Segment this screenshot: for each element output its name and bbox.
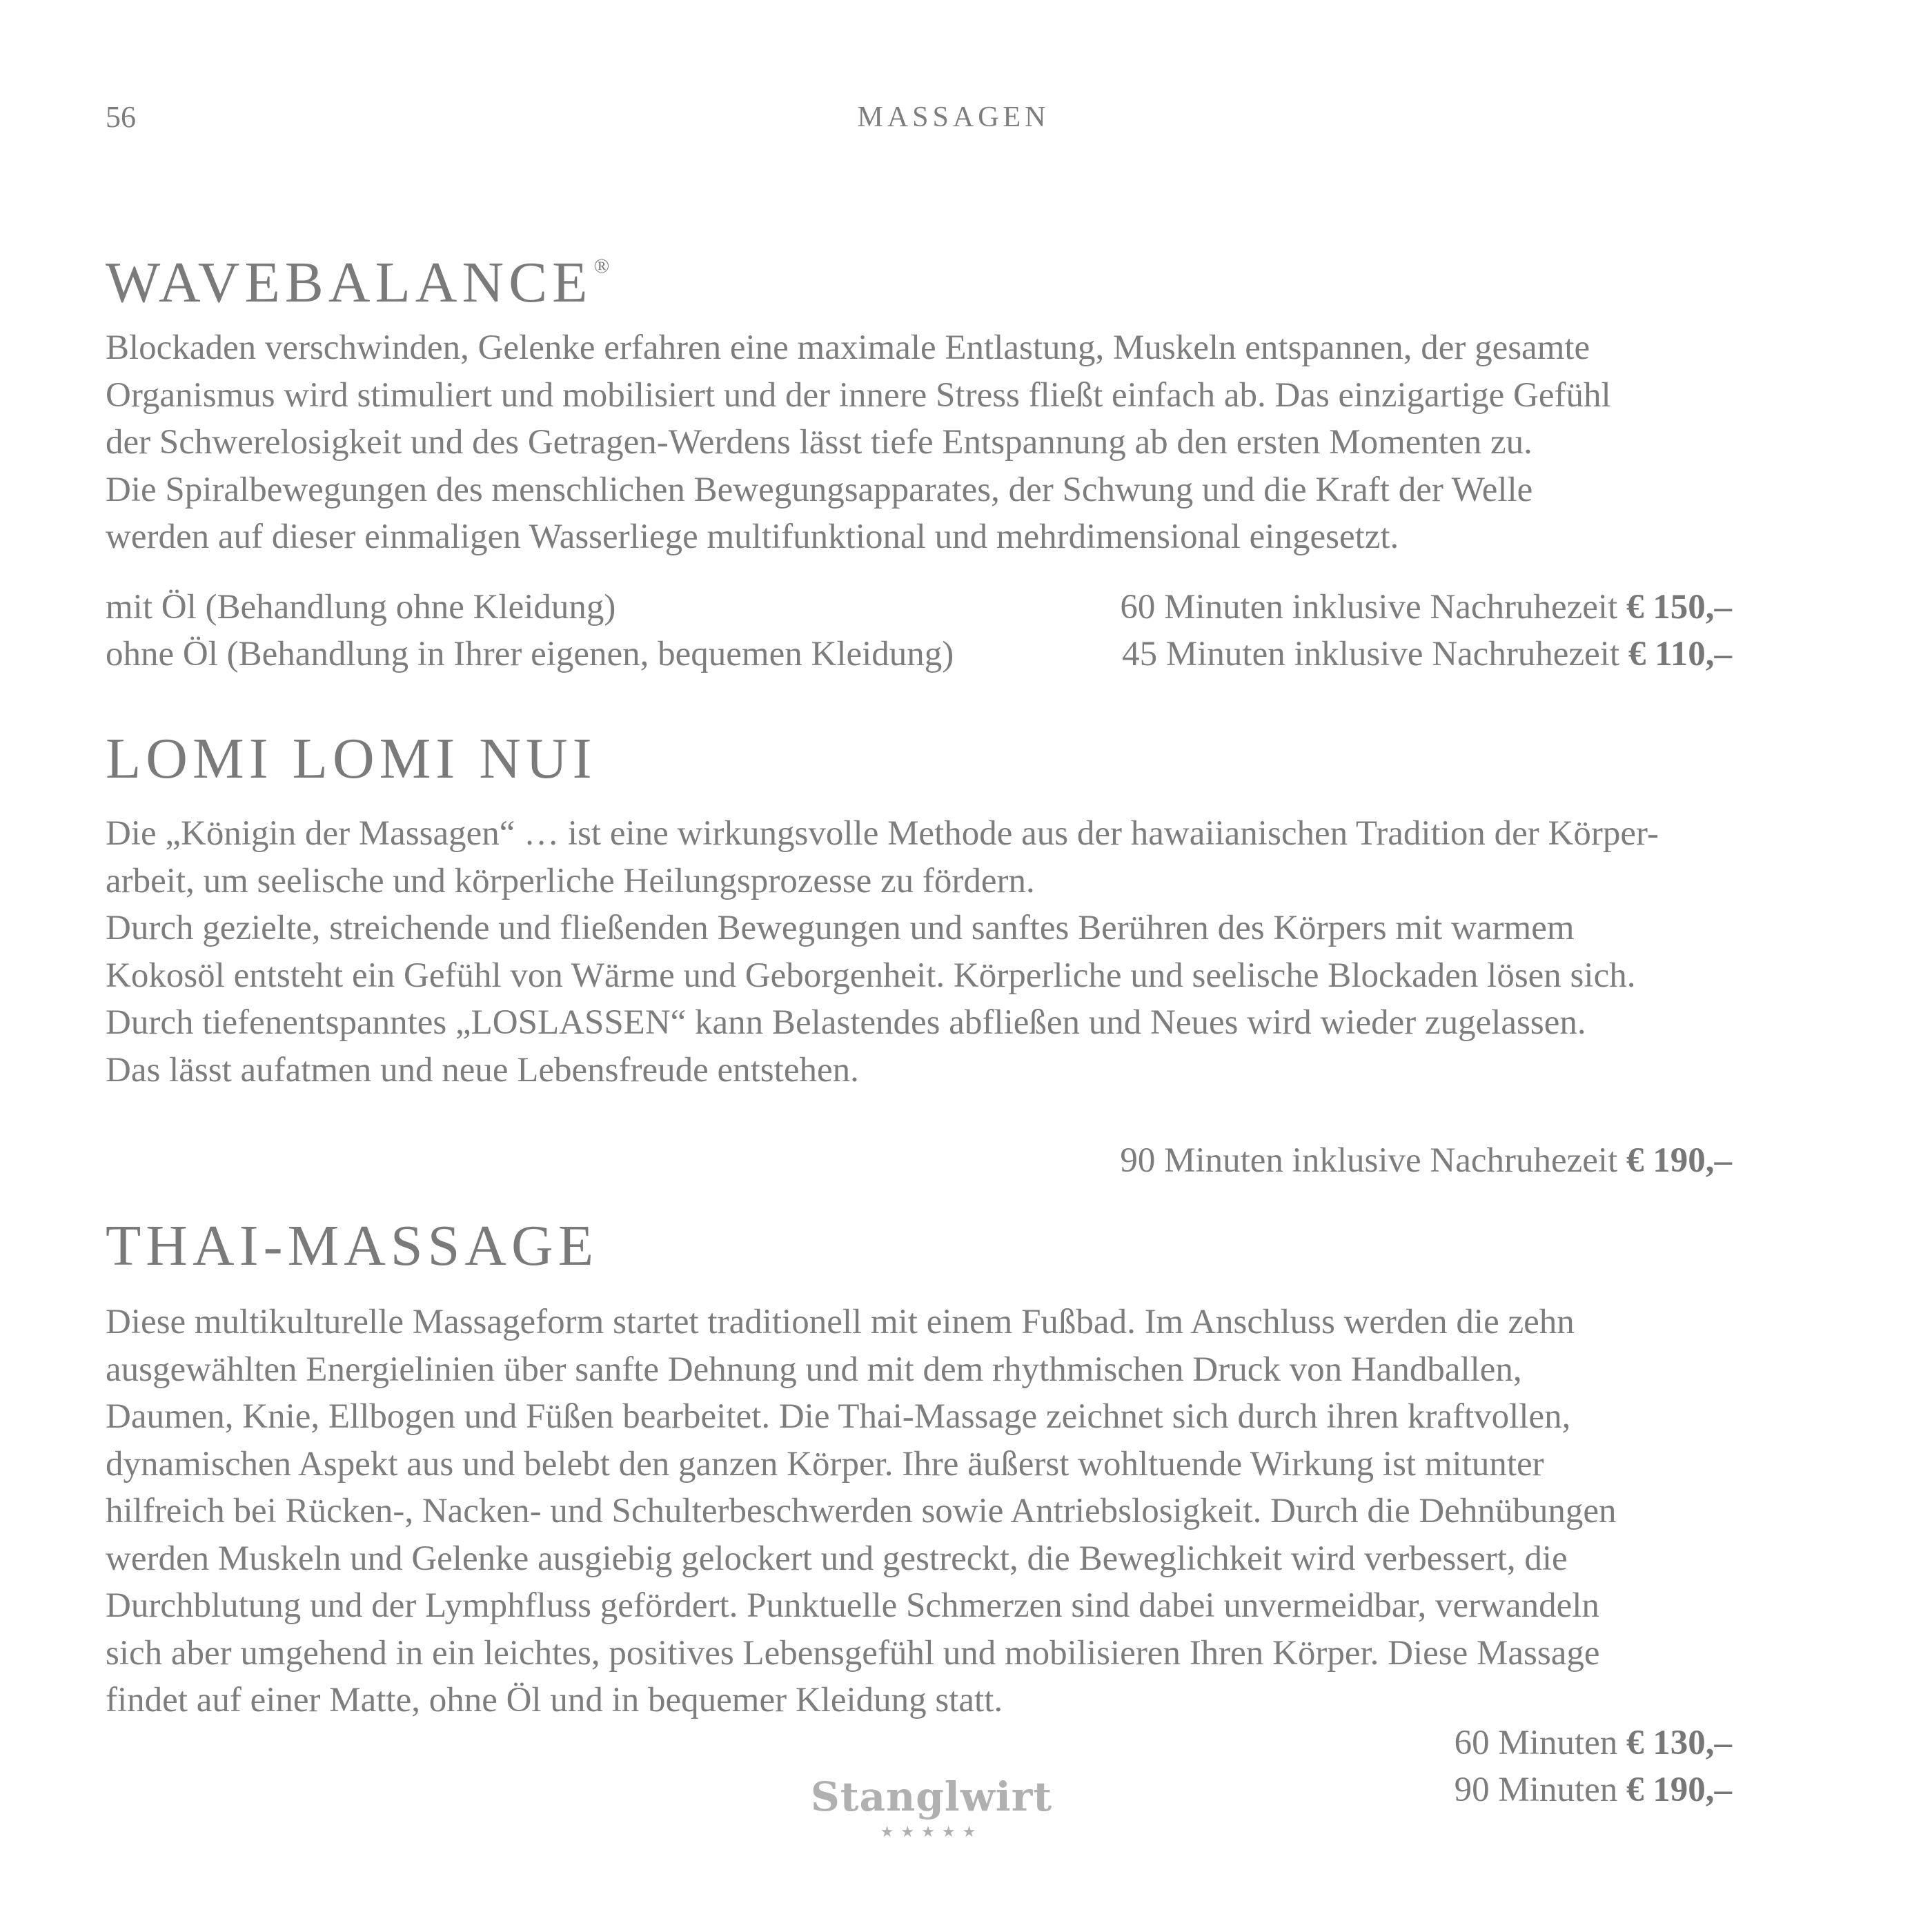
price-duration: 60 Minuten (1454, 1724, 1618, 1762)
price-duration: 90 Minuten inklusive Nachruhezeit (1120, 1141, 1618, 1180)
text-line: sich aber umgehend in ein leichtes, positives Lebensgefühl und mobilisieren Ihren Körper. Diese Massage (106, 1633, 1600, 1673)
text-line: Durchblutung und der Lymphfluss gefördert. Punktuelle Schmerzen sind dabei unvermeidbar, verwandeln (106, 1586, 1599, 1625)
text-line: Durch gezielte, streichende und fließenden Bewegungen und sanftes Berühren des Körpers mit warmem (106, 909, 1575, 947)
section-title: LOMI LOMI NUI (106, 727, 597, 791)
text-line: Blockaden verschwinden, Gelenke erfahren eine maximale Entlastung, Muskeln entspannen, der gesamte (106, 328, 1590, 367)
text-line: der Schwerelosigkeit und des Getragen-Werdens lässt tiefe Entspannung ab den ersten Momenten zu. (106, 423, 1532, 462)
text-line: Das lässt aufatmen und neue Lebensfreude entstehen. (106, 1050, 859, 1090)
text-line: ausgewählten Energielinien über sanfte Dehnung und mit dem rhythmischen Druck von Handballen, (106, 1350, 1522, 1389)
section-lomi-lomi-nui (106, 726, 1762, 1094)
price-amount: € 110,– (1628, 635, 1732, 673)
stanglwirt-logo (793, 1775, 1070, 1841)
price-duration: 60 Minuten inklusive Nachruhezeit (1120, 588, 1618, 627)
price-duration: 90 Minuten (1454, 1771, 1618, 1809)
text-line: werden Muskeln und Gelenke ausgiebig gelockert und gestreckt, die Beweglichkeit wird verbessert, die (106, 1539, 1568, 1578)
text-line: Daumen, Knie, Ellbogen und Füßen bearbeitet. Die Thai-Massage zeichnet sich durch ihren kraftvollen, (106, 1397, 1571, 1436)
price-option: ohne Öl (Behandlung in Ihrer eigenen, bequemen Kleidung) (106, 635, 954, 673)
text-line: findet auf einer Matte, ohne Öl und in bequemer Kleidung statt. (106, 1681, 1003, 1719)
text-line: hilfreich bei Rücken-, Nacken- und Schulterbeschwerden sowie Antriebslosigkeit. Durch die Dehnübungen (106, 1492, 1617, 1530)
price-line (1455, 1719, 1732, 1766)
price-option: mit Öl (Behandlung ohne Kleidung) (106, 588, 616, 627)
price-line (1120, 1137, 1732, 1184)
section-thai-massage (106, 1213, 1762, 1724)
section-description (106, 1299, 1762, 1724)
section-description (106, 810, 1762, 1094)
section-title: WAVEBALANCE® (106, 250, 610, 315)
five-stars-icon: ★★★★★ (880, 1823, 983, 1840)
price-line (1120, 584, 1732, 631)
price-duration: 45 Minuten inklusive Nachruhezeit (1122, 635, 1620, 673)
text-line: Kokosöl entsteht ein Gefühl von Wärme und Geborgenheit. Körperliche und seelische Blockaden lösen sich. (106, 956, 1636, 995)
text-line: Durch tiefenentspanntes „LOSLASSEN“ kann Belastendes abfließen und Neues wird wieder zugelassen. (106, 1003, 1586, 1042)
price-amount: € 190,– (1626, 1771, 1732, 1809)
section-wavebalance (106, 233, 1762, 561)
text-line: arbeit, um seelische und körperliche Heilungsprozesse zu fördern. (106, 861, 1035, 900)
text-line: Organismus wird stimuliert und mobilisiert und der innere Stress fließt einfach ab. Das einzigartige Gefühl (106, 375, 1611, 415)
price-amount: € 150,– (1626, 588, 1732, 627)
page-number: 56 (106, 100, 136, 134)
section-description (106, 324, 1762, 561)
logo-wordmark: Stanglwirt (810, 1773, 1053, 1820)
text-line: werden auf dieser einmaligen Wasserliege multifunktional und mehrdimensional eingesetzt. (106, 518, 1399, 556)
text-line: Die Spiralbewegungen des menschlichen Bewegungsapparates, der Schwung und die Kraft der Welle (106, 470, 1533, 509)
text-line: Diese multikulturelle Massageform startet traditionell mit einem Fußbad. Im Anschluss werden die zehn (106, 1303, 1575, 1341)
registered-mark: ® (593, 255, 610, 277)
text-line: Die „Königin der Massagen“ … ist eine wirkungsvolle Methode aus der hawaiianischen Tradition der Körper- (106, 814, 1659, 853)
text-line: dynamischen Aspekt aus und belebt den ganzen Körper. Ihre äußerst wohltuende Wirkung ist mitunter (106, 1444, 1544, 1483)
running-head-label: MASSAGEN (857, 101, 1050, 133)
price-line (1455, 1766, 1732, 1813)
running-head (0, 98, 1932, 137)
price-amount: € 190,– (1626, 1141, 1732, 1180)
price-line (1122, 631, 1732, 678)
section-title: THAI-MASSAGE (106, 1214, 598, 1278)
price-amount: € 130,– (1626, 1724, 1732, 1762)
